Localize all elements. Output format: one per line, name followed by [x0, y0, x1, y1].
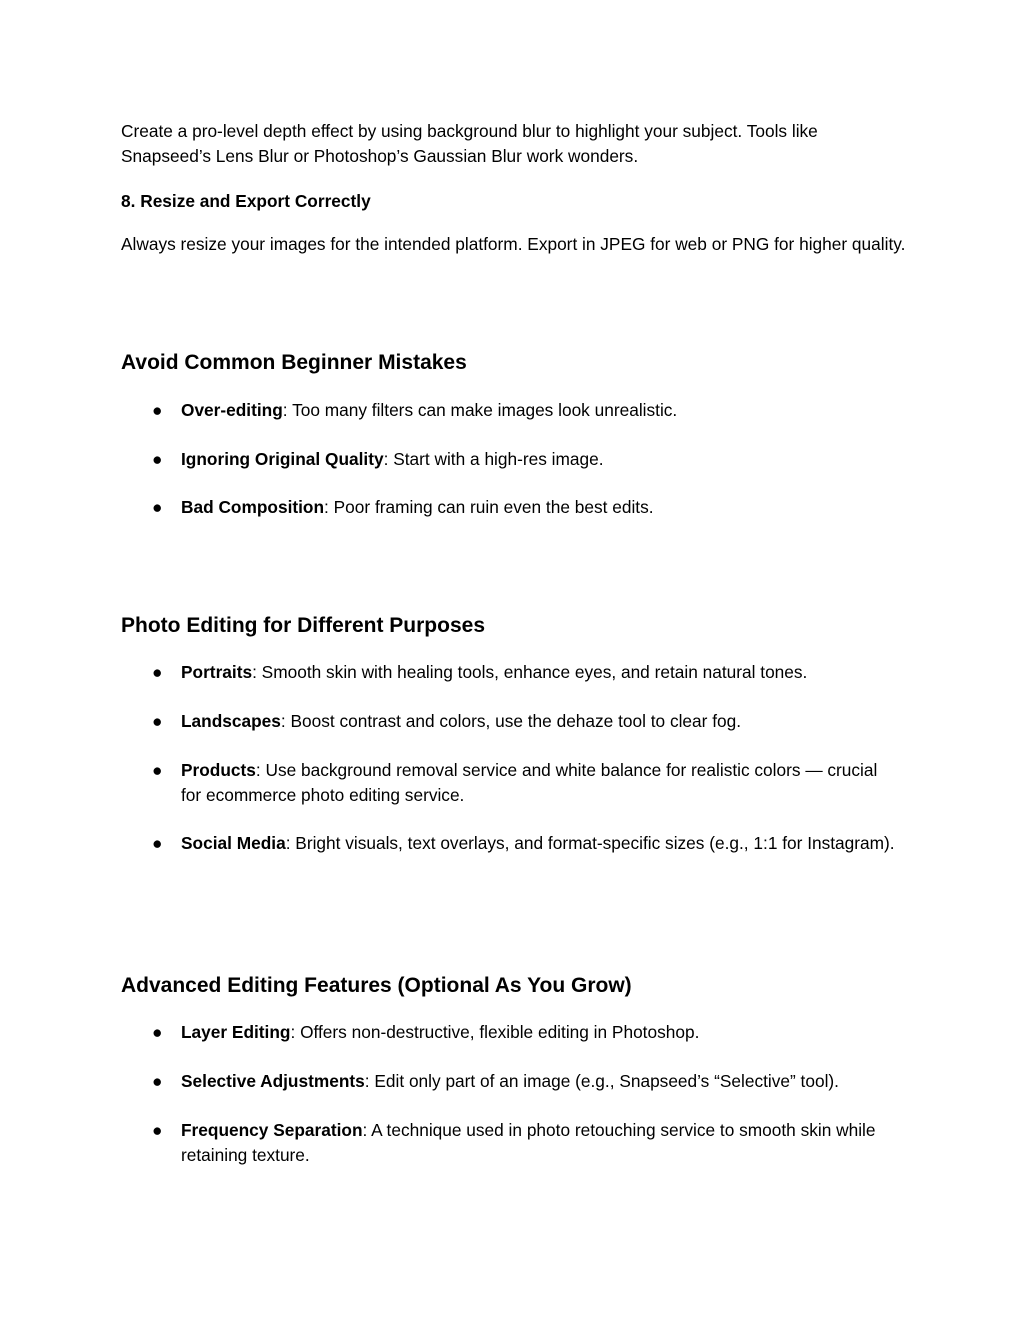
list-item-text: : Bright visuals, text overlays, and format-specific sizes (e.g., 1:1 for Instagram). — [285, 833, 895, 853]
list-item-term: Landscapes — [181, 711, 281, 731]
bullet-icon: ● — [152, 760, 163, 780]
bullet-icon: ● — [152, 833, 163, 853]
list-item-text: : Edit only part of an image (e.g., Snapseed’s “Selective” tool). — [364, 1071, 839, 1091]
list-item-text: : Smooth skin with healing tools, enhance eyes, and retain natural tones. — [252, 662, 808, 682]
purposes-heading: Photo Editing for Different Purposes — [121, 614, 486, 637]
bullet-icon: ● — [152, 497, 163, 517]
bullet-icon: ● — [152, 1120, 163, 1140]
mistakes-heading: Avoid Common Beginner Mistakes — [121, 351, 467, 374]
intro-paragraph: Create a pro-level depth effect by using background blur to highlight your subject. Tools like Snapseed’s Lens Blur or Photoshop’s Gaussian Blur work wonders. — [121, 121, 818, 166]
list-item-term: Portraits — [181, 662, 253, 682]
bullet-icon: ● — [152, 449, 163, 469]
list-item-term: Bad Composition — [181, 497, 325, 517]
bullet-icon: ● — [152, 662, 163, 682]
list-item-term: Over-editing — [181, 400, 283, 420]
list-item-term: Social Media — [181, 833, 286, 853]
bullet-icon: ● — [152, 1071, 163, 1091]
advanced-heading: Advanced Editing Features (Optional As You Grow) — [121, 974, 632, 997]
list-item-term: Products — [181, 760, 256, 780]
bullet-icon: ● — [152, 1022, 163, 1042]
list-item-text: : Use background removal service and white balance for realistic colors — crucial for ecommerce photo editing service. — [181, 760, 878, 805]
step-8-heading: 8. Resize and Export Correctly — [121, 191, 371, 211]
list-item-term: Layer Editing — [181, 1022, 291, 1042]
list-item-term: Frequency Separation — [181, 1120, 363, 1140]
list-item-text: : Boost contrast and colors, use the dehaze tool to clear fog. — [280, 711, 742, 731]
list-item-text: : Offers non-destructive, flexible editing in Photoshop. — [290, 1022, 700, 1042]
list-item-text: : A technique used in photo retouching service to smooth skin while retaining texture. — [181, 1120, 876, 1165]
list-item-term: Ignoring Original Quality — [181, 449, 384, 469]
step-8-paragraph: Always resize your images for the intended platform. Export in JPEG for web or PNG for higher quality. — [121, 234, 906, 254]
bullet-icon: ● — [152, 711, 163, 731]
bullet-icon: ● — [152, 400, 163, 420]
list-item-term: Selective Adjustments — [181, 1071, 365, 1091]
list-item-text: : Poor framing can ruin even the best edits. — [324, 497, 654, 517]
list-item-text: : Start with a high-res image. — [383, 449, 604, 469]
list-item-text: : Too many filters can make images look unrealistic. — [282, 400, 678, 420]
